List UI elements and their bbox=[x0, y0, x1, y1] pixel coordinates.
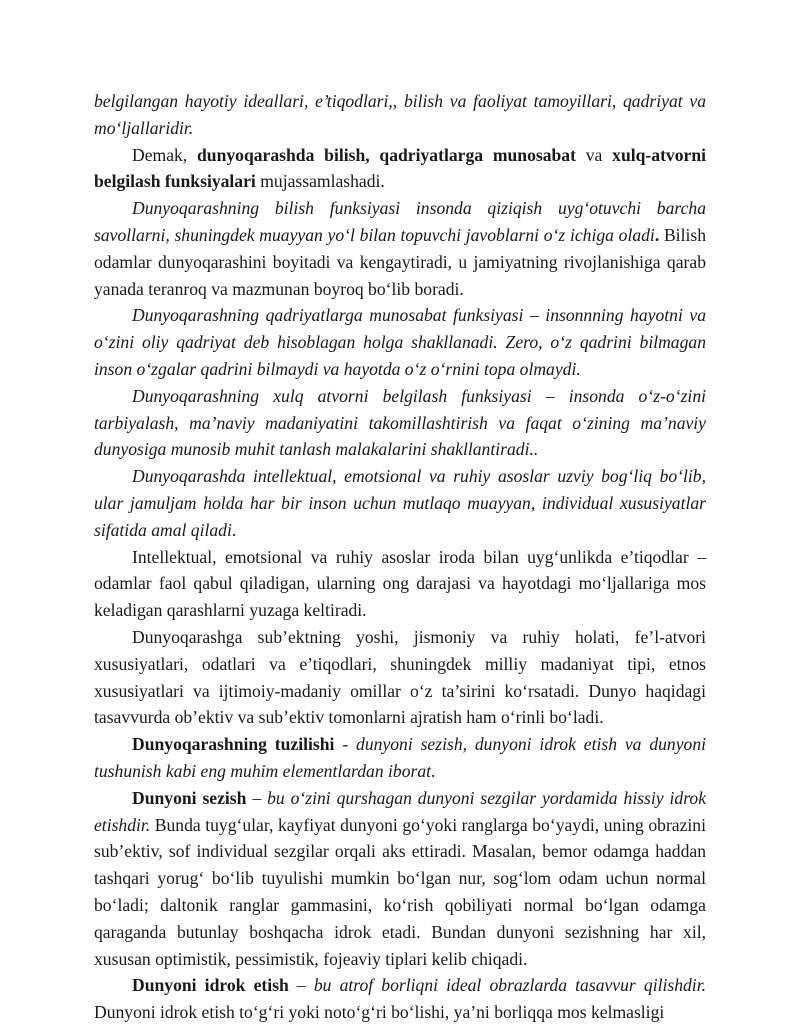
paragraph-8 bbox=[94, 624, 706, 731]
text-run: Dunyoqarashning qadriyatlarga munosabat funksiyasi – insonnning hayotni va o‘zini oliy qadriyat deb hisoblagan holga shakllanadi. Zero, o‘z qadrini bilmagan inson o‘zgalar qadrini bilmaydi va hayotda o‘z o‘rnini topa olmaydi. bbox=[94, 305, 706, 379]
text-run: Dunyoni idrok etish bbox=[132, 975, 289, 996]
paragraph-6 bbox=[94, 463, 706, 543]
paragraph-5 bbox=[94, 383, 706, 463]
text-run: Demak, bbox=[132, 144, 198, 165]
text-run: Dunyoni sezish bbox=[132, 787, 247, 808]
text-run: mujassamlashadi. bbox=[255, 171, 385, 192]
text-run: Dunyoqarashning tuzilishi bbox=[132, 734, 335, 755]
text-run: . bbox=[654, 224, 660, 245]
text-run: dunyoni sezish, dunyoni idrok etish va dunyoni tushunish kabi eng muhim elementlardan iborat bbox=[94, 734, 707, 781]
text-run: Dunyoqarashga sub’ektning yoshi, jismoniy va ruhiy holati, fe’l-atvori xususiyatlari, odatlari va e’tiqodlari, shuningdek milliy madaniyat tipi, etnos xususiyatlari va ijtimoiy-madaniy omillar o‘z ta’sirini ko‘rsatadi. Dunyo haqidagi tasavvurda ob’ektiv va sub’ektiv tomonlarni ajratish ham o‘rinli bo‘ladi. bbox=[94, 626, 706, 728]
paragraph-11 bbox=[94, 972, 706, 1026]
text-run: Bilish odamlar dunyoqarashini boyitadi va kengaytiradi, u jamiyatning rivojlanishiga qarab yanada teranroq va mazmunan boyroq bo‘lib boradi. bbox=[94, 224, 706, 299]
text-run: . bbox=[231, 519, 237, 540]
paragraph-4 bbox=[94, 302, 706, 382]
paragraph-7 bbox=[94, 544, 706, 624]
text-run: bu o‘zini qurshagan dunyoni sezgilar yordamida hissiy idrok etishdir. bbox=[94, 787, 706, 835]
text-run: Intellektual, emotsional va ruhiy asoslar iroda bilan uyg‘unlikda e’tiqodlar – odamlar faol qabul qiladigan, ularning ong darajasi va hayotdagi mo‘ljallariga mos keladigan qarashlarni yuzaga keltiradi. bbox=[94, 546, 706, 621]
text-run: Dunyoqarashning xulq atvorni belgilash funksiyasi – insonda o‘z-o‘zini tarbiyalash, ma’naviy madaniyatini takomillashtirish va faqat o‘zining ma’naviy dunyosiga munosib muhit tanlash malakalarini shakllantiradi.. bbox=[94, 385, 706, 460]
text-run: Dunyoqarashda intellektual, emotsional va ruhiy asoslar uzviy bog‘liq bo‘lib, ular jamuljam holda har bir inson uchun mutlaqo muayyan, individual xususiyatlar sifatida amal qiladi bbox=[94, 466, 706, 540]
paragraph-3 bbox=[94, 195, 706, 302]
text-run: xulq-atvorni belgilash funksiyalari bbox=[94, 144, 707, 192]
text-run: Dunyoni idrok etish to‘g‘ri yoki noto‘g‘ri bo‘lishi, ya’ni borliqqa mos kelmasligi bbox=[94, 1002, 665, 1023]
text-run: – bbox=[288, 975, 314, 996]
text-run: - bbox=[334, 734, 357, 755]
text-run: – bbox=[246, 787, 268, 808]
text-run: Dunyoqarashning bilish funksiyasi insonda qiziqish uyg‘otuvchi barcha savollarni, shuningdek muayyan yo‘l bilan topuvchi javoblarni o‘z ichiga oladi bbox=[94, 198, 706, 245]
paragraph-10 bbox=[94, 785, 706, 973]
paragraph-1 bbox=[94, 88, 706, 142]
text-run: bu atrof borliqni ideal obrazlarda tasavvur qilishdir. bbox=[313, 975, 706, 996]
text-run: va bbox=[575, 144, 613, 165]
text-run: Bunda tuyg‘ular, kayfiyat dunyoni go‘yoki ranglarga bo‘yaydi, uning obrazini sub’ektiv, sof individual sezgilar orqali aks ettiradi. Masalan, bemor odamga haddan tashqari yorug‘ bo‘lib tuyulishi mumkin bo‘lgan nur, sog‘lom odam uchun normal bo‘ladi; daltonik ranglar gammasini, ko‘rish qobiliyati normal bo‘lgan odamga qaraganda butunlay boshqacha idrok etadi. Bundan dunyoni sezishning har xil, xususan optimistik, pessimistik, fojeaviy tiplari kelib chiqadi. bbox=[94, 814, 706, 969]
paragraph-9 bbox=[94, 731, 706, 785]
text-run: dunyoqarashda bilish, qadriyatlarga munosabat bbox=[197, 144, 576, 165]
text-run: belgilangan hayotiy ideallari, e’tiqodlari,, bilish va faoliyat tamoyillari, qadriyat va mo‘ljallaridir. bbox=[94, 91, 706, 138]
text-run: . bbox=[431, 760, 436, 781]
paragraph-2 bbox=[94, 142, 706, 196]
